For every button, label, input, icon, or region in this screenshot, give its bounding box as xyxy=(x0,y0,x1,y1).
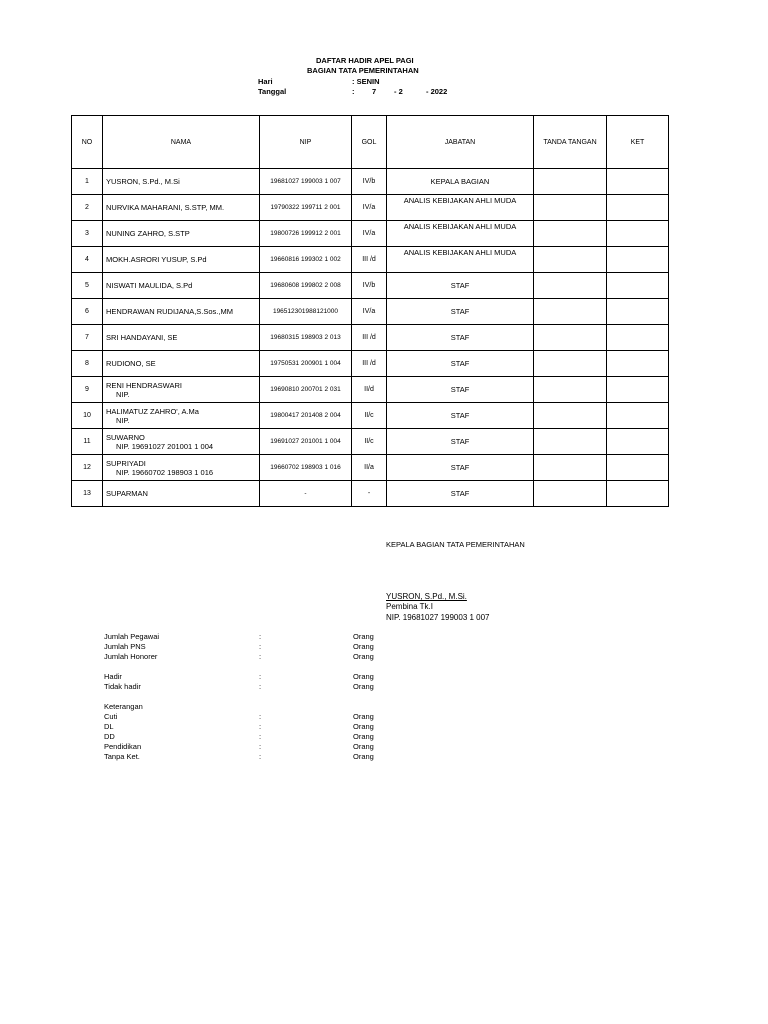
header-nama: NAMA xyxy=(103,116,260,169)
employee-name: RUDIONO, SE xyxy=(106,359,156,368)
cell-ket xyxy=(607,169,669,195)
table-header-row xyxy=(72,116,669,169)
document-subtitle: BAGIAN TATA PEMERINTAHAN xyxy=(307,66,419,75)
cell-no: 9 xyxy=(72,377,103,403)
cell-no: 3 xyxy=(72,221,103,247)
table-row xyxy=(72,403,669,429)
cell-nama xyxy=(103,325,260,351)
hari-value: : SENIN xyxy=(352,77,380,86)
cell-tanda-tangan xyxy=(534,169,607,195)
cell-gol: IV/b xyxy=(352,273,387,299)
cell-nama xyxy=(103,247,260,273)
jabatan-text: KEPALA BAGIAN xyxy=(430,177,490,186)
cell-nip: 19680315 198903 2 013 xyxy=(260,325,352,351)
cell-ket xyxy=(607,403,669,429)
cell-nip: 19680608 199802 2 008 xyxy=(260,273,352,299)
employee-name: RENI HENDRASWARI xyxy=(106,380,182,390)
header-no: NO xyxy=(72,116,103,169)
summary-unit: Orang xyxy=(353,722,374,731)
table-row xyxy=(72,377,669,403)
cell-gol: III /d xyxy=(352,351,387,377)
cell-tanda-tangan xyxy=(534,195,607,221)
cell-nama xyxy=(103,273,260,299)
summary-unit: Orang xyxy=(353,672,374,681)
hari-label: Hari xyxy=(258,77,273,86)
cell-gol: IV/b xyxy=(352,169,387,195)
cell-ket xyxy=(607,325,669,351)
cell-ket xyxy=(607,299,669,325)
cell-ket xyxy=(607,455,669,481)
employee-name: SRI HANDAYANI, SE xyxy=(106,333,178,342)
table-row xyxy=(72,169,669,195)
table-row xyxy=(72,481,669,507)
jabatan-text: STAF xyxy=(450,489,470,498)
employee-name: MOKH.ASRORI YUSUP, S.Pd xyxy=(106,255,207,264)
summary-label: Cuti xyxy=(104,712,118,721)
summary-label: DL xyxy=(104,722,114,731)
employee-name: NUNING ZAHRO, S.STP xyxy=(106,229,190,238)
summary-unit: Orang xyxy=(353,682,374,691)
header-gol: GOL xyxy=(352,116,387,169)
cell-jabatan xyxy=(387,481,534,507)
summary-unit: Orang xyxy=(353,752,374,761)
cell-gol: - xyxy=(352,481,387,507)
cell-nip: - xyxy=(260,481,352,507)
cell-tanda-tangan xyxy=(534,481,607,507)
header-tanda-tangan: TANDA TANGAN xyxy=(534,116,607,169)
cell-no: 2 xyxy=(72,195,103,221)
table-row xyxy=(72,221,669,247)
cell-gol: II/c xyxy=(352,403,387,429)
summary-colon: : xyxy=(259,632,262,641)
cell-tanda-tangan xyxy=(534,325,607,351)
cell-tanda-tangan xyxy=(534,403,607,429)
summary-unit: Orang xyxy=(353,742,374,751)
cell-nama xyxy=(103,351,260,377)
tanggal-colon: : xyxy=(352,87,355,96)
summary-colon: : xyxy=(259,752,262,761)
cell-jabatan xyxy=(387,403,534,429)
cell-jabatan xyxy=(387,351,534,377)
cell-nama xyxy=(103,195,260,221)
cell-ket xyxy=(607,247,669,273)
summary-colon: : xyxy=(259,642,262,651)
cell-no: 1 xyxy=(72,169,103,195)
summary-label: Tidak hadir xyxy=(104,682,141,691)
cell-tanda-tangan xyxy=(534,429,607,455)
cell-gol: IV/a xyxy=(352,299,387,325)
cell-jabatan xyxy=(387,325,534,351)
jabatan-text: STAF xyxy=(450,437,470,446)
cell-no: 13 xyxy=(72,481,103,507)
employee-name: SUPRIYADI xyxy=(106,458,146,468)
cell-jabatan xyxy=(387,299,534,325)
table-row xyxy=(72,455,669,481)
cell-no: 6 xyxy=(72,299,103,325)
cell-gol: IV/a xyxy=(352,221,387,247)
cell-no: 11 xyxy=(72,429,103,455)
cell-tanda-tangan xyxy=(534,455,607,481)
jabatan-text: ANALIS KEBIJAKAN AHLI MUDA xyxy=(403,196,517,205)
cell-ket xyxy=(607,481,669,507)
cell-jabatan xyxy=(387,221,534,247)
employee-name-nip-line: NIP. xyxy=(116,389,130,399)
cell-nama xyxy=(103,455,260,481)
table-row xyxy=(72,325,669,351)
employee-name-nip-line: NIP. 19691027 201001 1 004 xyxy=(116,441,214,451)
cell-nama xyxy=(103,221,260,247)
summary-unit: Orang xyxy=(353,712,374,721)
cell-nip: 19660702 198903 1 016 xyxy=(260,455,352,481)
cell-ket xyxy=(607,221,669,247)
tanggal-label: Tanggal xyxy=(258,87,287,96)
cell-no: 5 xyxy=(72,273,103,299)
summary-label: Tanpa Ket. xyxy=(104,752,140,761)
cell-tanda-tangan xyxy=(534,247,607,273)
cell-gol: II/d xyxy=(352,377,387,403)
cell-nip: 19691027 201001 1 004 xyxy=(260,429,352,455)
jabatan-text: STAF xyxy=(450,385,470,394)
employee-name: YUSRON, S.Pd., M.Si xyxy=(106,177,180,186)
table-row xyxy=(72,429,669,455)
cell-jabatan xyxy=(387,169,534,195)
cell-jabatan xyxy=(387,247,534,273)
cell-tanda-tangan xyxy=(534,221,607,247)
table-row xyxy=(72,195,669,221)
cell-tanda-tangan xyxy=(534,299,607,325)
jabatan-text: STAF xyxy=(450,411,470,420)
employee-name: HALIMATUZ ZAHRO', A.Ma xyxy=(106,406,199,416)
summary-unit: Orang xyxy=(353,632,374,641)
cell-nama xyxy=(103,299,260,325)
employee-name: HENDRAWAN RUDIJANA,S.Sos.,MM xyxy=(106,307,233,316)
signature-position: KEPALA BAGIAN TATA PEMERINTAHAN xyxy=(386,540,525,549)
jabatan-text: ANALIS KEBIJAKAN AHLI MUDA xyxy=(403,248,517,257)
summary-colon: : xyxy=(259,652,262,661)
cell-ket xyxy=(607,351,669,377)
cell-gol: III /d xyxy=(352,325,387,351)
cell-gol: IV/a xyxy=(352,195,387,221)
jabatan-text: STAF xyxy=(450,281,470,290)
cell-nama xyxy=(103,429,260,455)
cell-nip: 19750531 200901 1 004 xyxy=(260,351,352,377)
cell-gol: II/a xyxy=(352,455,387,481)
header-jabatan: JABATAN xyxy=(387,116,534,169)
cell-nama xyxy=(103,169,260,195)
summary-colon: : xyxy=(259,742,262,751)
table-row xyxy=(72,299,669,325)
cell-nip: 19690810 200701 2 031 xyxy=(260,377,352,403)
cell-tanda-tangan xyxy=(534,377,607,403)
summary-colon: : xyxy=(259,672,262,681)
cell-nip: 19681027 199003 1 007 xyxy=(260,169,352,195)
cell-ket xyxy=(607,377,669,403)
tanggal-day: 7 xyxy=(372,87,377,96)
employee-name: SUWARNO xyxy=(106,432,145,442)
cell-nip: 196512301988121000 xyxy=(260,299,352,325)
table-row xyxy=(72,351,669,377)
summary-colon: : xyxy=(259,722,262,731)
jabatan-text: STAF xyxy=(450,333,470,342)
signature-rank: Pembina Tk.I xyxy=(386,602,433,611)
signature-name: YUSRON, S.Pd., M.Si. xyxy=(386,592,467,601)
cell-nama xyxy=(103,377,260,403)
cell-jabatan xyxy=(387,377,534,403)
summary-unit: Orang xyxy=(353,642,374,651)
cell-jabatan xyxy=(387,429,534,455)
employee-name-nip-line: NIP. 19660702 198903 1 016 xyxy=(116,467,214,477)
tanggal-year: - 2022 xyxy=(426,87,448,96)
signature-nip: NIP. 19681027 199003 1 007 xyxy=(386,613,490,622)
tanggal-month: - 2 xyxy=(394,87,403,96)
cell-no: 12 xyxy=(72,455,103,481)
jabatan-text: STAF xyxy=(450,307,470,316)
summary-label: Jumlah Pegawai xyxy=(104,632,160,641)
jabatan-text: STAF xyxy=(450,359,470,368)
cell-nip: 19800417 201408 2 004 xyxy=(260,403,352,429)
summary-unit: Orang xyxy=(353,652,374,661)
employee-name: NURVIKA MAHARANI, S.STP, MM. xyxy=(106,203,225,212)
table-row xyxy=(72,247,669,273)
cell-nama xyxy=(103,403,260,429)
cell-nip: 19790322 199711 2 001 xyxy=(260,195,352,221)
cell-ket xyxy=(607,273,669,299)
cell-nama xyxy=(103,481,260,507)
summary-label: Pendidikan xyxy=(104,742,142,751)
summary-label: Jumlah PNS xyxy=(104,642,146,651)
cell-nip: 19660816 199302 1 002 xyxy=(260,247,352,273)
summary-colon: : xyxy=(259,682,262,691)
summary-label: Hadir xyxy=(104,672,122,681)
table-body xyxy=(72,169,669,507)
cell-jabatan xyxy=(387,273,534,299)
jabatan-text: ANALIS KEBIJAKAN AHLI MUDA xyxy=(403,222,517,231)
summary-label: Jumlah Honorer xyxy=(104,652,158,661)
cell-no: 10 xyxy=(72,403,103,429)
header-nip: NIP xyxy=(260,116,352,169)
cell-jabatan xyxy=(387,455,534,481)
table-row xyxy=(72,273,669,299)
cell-tanda-tangan xyxy=(534,351,607,377)
cell-ket xyxy=(607,195,669,221)
cell-ket xyxy=(607,429,669,455)
attendance-table xyxy=(71,115,669,507)
summary-colon: : xyxy=(259,732,262,741)
cell-no: 4 xyxy=(72,247,103,273)
cell-gol: III /d xyxy=(352,247,387,273)
cell-nip: 19800726 199912 2 001 xyxy=(260,221,352,247)
summary-unit: Orang xyxy=(353,732,374,741)
jabatan-text: STAF xyxy=(450,463,470,472)
cell-jabatan xyxy=(387,195,534,221)
employee-name: NISWATI MAULIDA, S.Pd xyxy=(106,281,193,290)
summary-colon: : xyxy=(259,712,262,721)
summary-label: DD xyxy=(104,732,115,741)
document-title: DAFTAR HADIR APEL PAGI xyxy=(316,56,414,65)
header-ket: KET xyxy=(607,116,669,169)
cell-no: 8 xyxy=(72,351,103,377)
cell-gol: II/c xyxy=(352,429,387,455)
employee-name: SUPARMAN xyxy=(106,489,148,498)
cell-tanda-tangan xyxy=(534,273,607,299)
employee-name-nip-line: NIP. xyxy=(116,415,130,425)
cell-no: 7 xyxy=(72,325,103,351)
keterangan-label: Keterangan xyxy=(104,702,143,711)
